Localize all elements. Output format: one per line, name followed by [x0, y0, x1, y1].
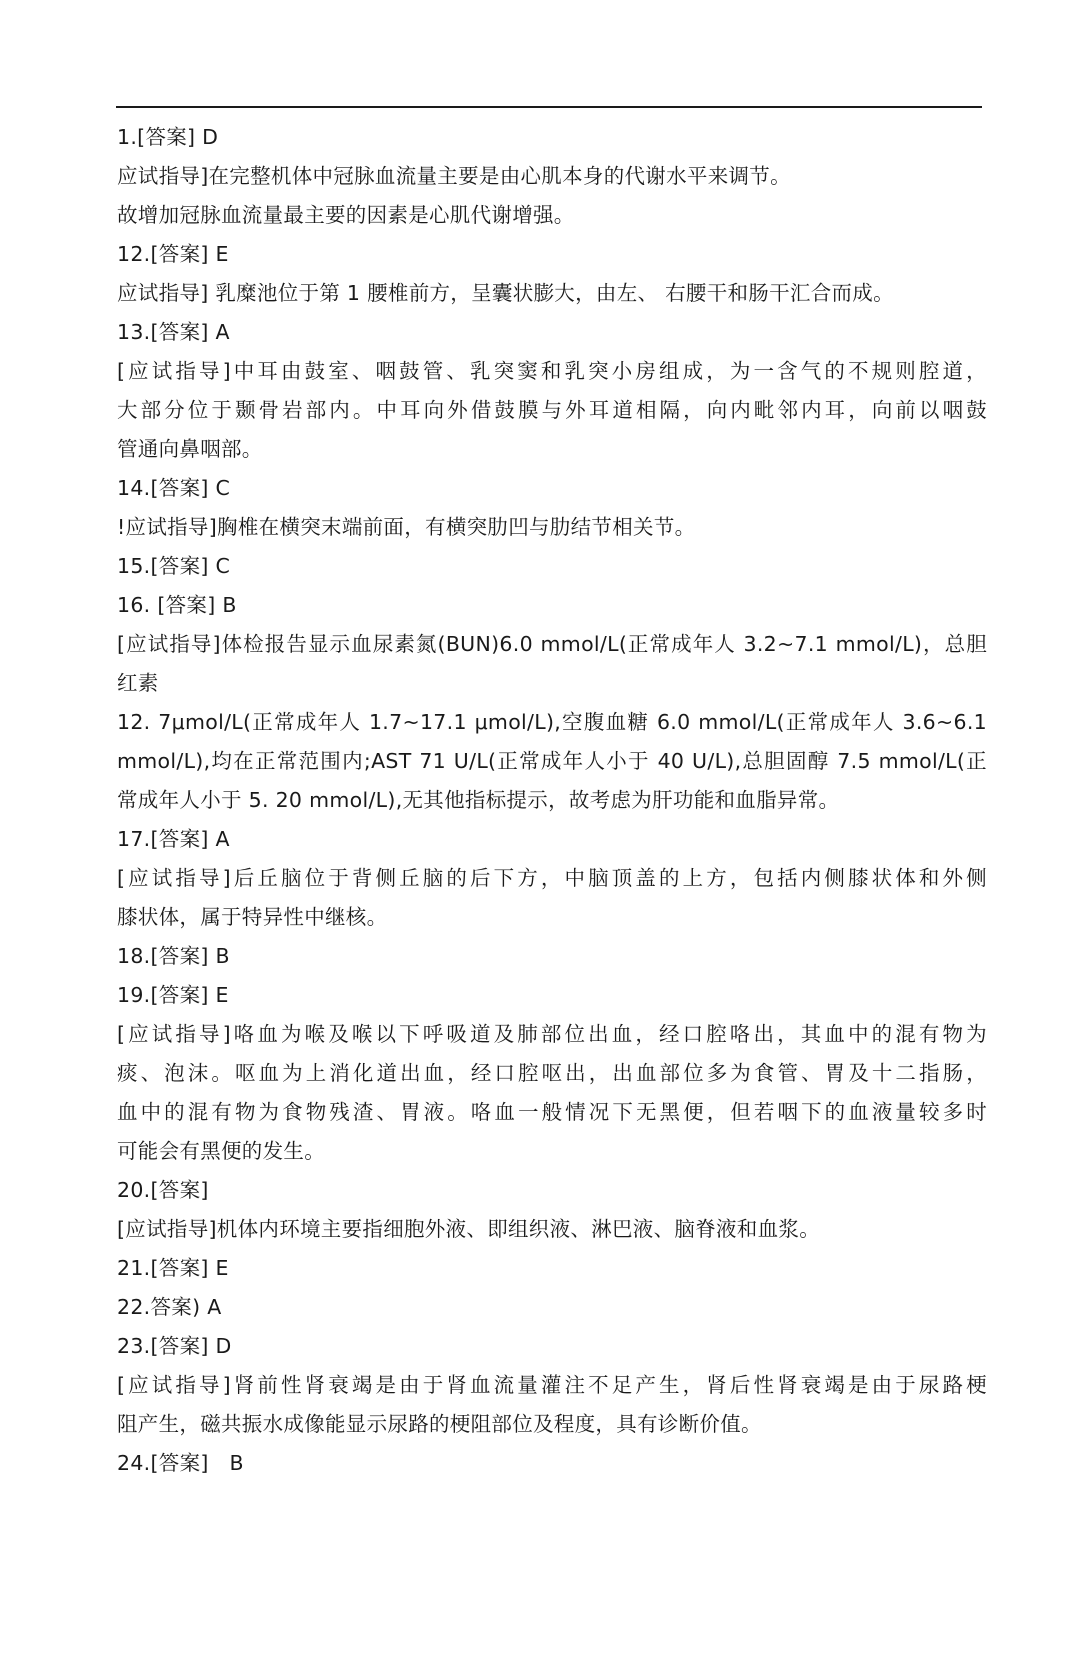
answer-text-body	[117, 118, 987, 1483]
answer-line: 21.[答案] E	[117, 1256, 229, 1280]
guidance-line: 可能会有黑便的发生。	[117, 1139, 325, 1163]
answer-line: 22.答案) A	[117, 1295, 222, 1319]
answer-line: 14.[答案] C	[117, 476, 231, 500]
answer-line: 15.[答案] C	[117, 554, 231, 578]
guidance-line: 痰、泡沫。呕血为上消化道出血，经口腔呕出，出血部位多为食管、胃及十二指肠，	[117, 1061, 987, 1085]
guidance-line: 红素	[117, 671, 159, 695]
guidance-line: [应试指导]后丘脑位于背侧丘脑的后下方，中脑顶盖的上方，包括内侧膝状体和外侧	[117, 866, 987, 890]
guidance-line: 血中的混有物为食物残渣、胃液。咯血一般情况下无黑便，但若咽下的血液量较多时	[117, 1100, 987, 1124]
guidance-line: 阻产生，磁共振水成像能显示尿路的梗阻部位及程度，具有诊断价值。	[117, 1412, 762, 1436]
answer-line: 23.[答案] D	[117, 1334, 232, 1358]
guidance-line: [应试指导]中耳由鼓室、咽鼓管、乳突窦和乳突小房组成，为一含气的不规则腔道，	[117, 359, 987, 383]
answer-line: 12.[答案] E	[117, 242, 229, 266]
guidance-line: 膝状体，属于特异性中继核。	[117, 905, 388, 929]
answer-line: 1.[答案] D	[117, 125, 219, 149]
guidance-line: 管通向鼻咽部。	[117, 437, 263, 461]
guidance-line: [应试指导]机体内环境主要指细胞外液、即组织液、淋巴液、脑脊液和血浆。	[117, 1217, 820, 1241]
guidance-line: 应试指导] 乳糜池位于第 1 腰椎前方，呈囊状膨大，由左、 右腰干和肠干汇合而成。	[117, 281, 894, 305]
guidance-line: !应试指导]胸椎在横突末端前面，有横突肋凹与肋结节相关节。	[117, 515, 696, 539]
guidance-line: 12. 7μmol/L(正常成年人 1.7~17.1 μmol/L),空腹血糖 6.0 mmol/L(正常成年人 3.6~6.1	[117, 710, 987, 734]
answer-line: 24.[答案] B	[117, 1451, 244, 1475]
guidance-line: 大部分位于颞骨岩部内。中耳向外借鼓膜与外耳道相隔，向内毗邻内耳，向前以咽鼓	[117, 398, 987, 422]
answer-line: 20.[答案]	[117, 1178, 209, 1202]
guidance-line: 应试指导]在完整机体中冠脉血流量主要是由心肌本身的代谢水平来调节。	[117, 164, 791, 188]
guidance-line: [应试指导]肾前性肾衰竭是由于肾血流量灌注不足产生，肾后性肾衰竭是由于尿路梗	[117, 1373, 987, 1397]
top-horizontal-rule	[116, 106, 982, 108]
answer-line: 13.[答案] A	[117, 320, 230, 344]
answer-line: 19.[答案] E	[117, 983, 229, 1007]
answer-line: 18.[答案] B	[117, 944, 230, 968]
guidance-line: 常成年人小于 5. 20 mmol/L),无其他指标提示，故考虑为肝功能和血脂异常。	[117, 788, 840, 812]
guidance-line: [应试指导]体检报告显示血尿素氮(BUN)6.0 mmol/L(正常成年人 3.2~7.1 mmol/L)，总胆	[117, 632, 987, 656]
guidance-line: 故增加冠脉血流量最主要的因素是心肌代谢增强。	[117, 203, 575, 227]
guidance-line: [应试指导]咯血为喉及喉以下呼吸道及肺部位出血，经口腔咯出，其血中的混有物为	[117, 1022, 987, 1046]
guidance-line: mmol/L),均在正常范围内;AST 71 U/L(正常成年人小于 40 U/L),总胆固醇 7.5 mmol/L(正	[117, 749, 987, 773]
answer-line: 17.[答案] A	[117, 827, 230, 851]
answer-line: 16. [答案] B	[117, 593, 237, 617]
